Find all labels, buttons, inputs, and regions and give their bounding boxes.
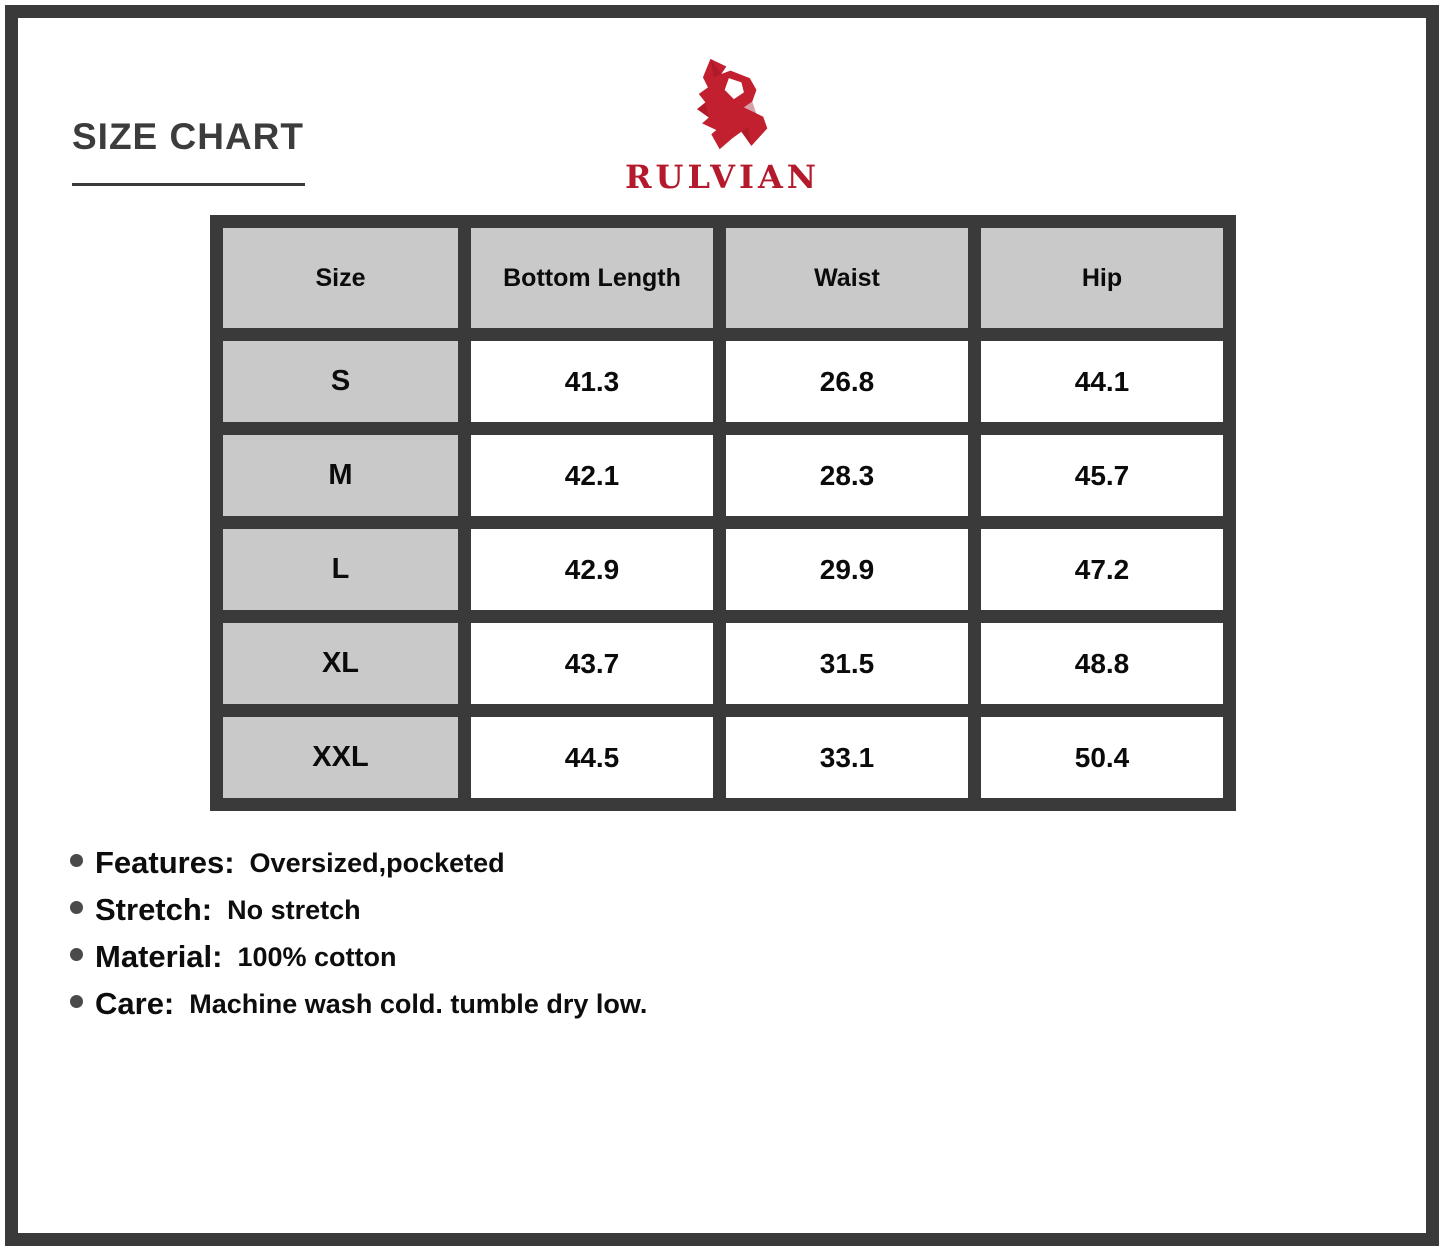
value-cell: 50.4 <box>981 717 1223 798</box>
detail-value: Machine wash cold. tumble dry low. <box>189 988 648 1019</box>
header-cell-waist: Waist <box>726 228 968 328</box>
detail-label: Material: <box>95 939 223 974</box>
size-table <box>210 215 1236 811</box>
detail-value: No stretch <box>227 894 361 925</box>
rulvian-r-logo-icon <box>677 50 769 154</box>
detail-label: Care: <box>95 986 175 1021</box>
size-cell-l: L <box>223 529 458 610</box>
header-cell-bottom-length: Bottom Length <box>471 228 713 328</box>
value-cell: 42.9 <box>471 529 713 610</box>
product-details-list <box>70 846 647 1034</box>
value-cell: 41.3 <box>471 341 713 422</box>
title-underline <box>72 183 305 186</box>
value-cell: 26.8 <box>726 341 968 422</box>
value-cell: 28.3 <box>726 435 968 516</box>
value-cell: 44.5 <box>471 717 713 798</box>
value-cell: 47.2 <box>981 529 1223 610</box>
header-cell-size: Size <box>223 228 458 328</box>
bullet-icon <box>70 995 83 1008</box>
detail-item-care <box>70 987 647 1021</box>
detail-value: Oversized,pocketed <box>249 847 505 878</box>
brand-name: RULVIAN <box>624 158 821 196</box>
detail-item-material <box>70 940 647 974</box>
value-cell: 45.7 <box>981 435 1223 516</box>
value-cell: 44.1 <box>981 341 1223 422</box>
size-cell-s: S <box>223 341 458 422</box>
bullet-icon <box>70 854 83 867</box>
detail-label: Stretch: <box>95 892 213 927</box>
bullet-icon <box>70 901 83 914</box>
detail-value: 100% cotton <box>237 941 397 972</box>
header-cell-hip: Hip <box>981 228 1223 328</box>
value-cell: 42.1 <box>471 435 713 516</box>
bullet-icon <box>70 948 83 961</box>
detail-item-stretch <box>70 893 647 927</box>
value-cell: 31.5 <box>726 623 968 704</box>
value-cell: 48.8 <box>981 623 1223 704</box>
value-cell: 43.7 <box>471 623 713 704</box>
size-cell-xxl: XXL <box>223 717 458 798</box>
detail-item-features <box>70 846 647 880</box>
size-cell-xl: XL <box>223 623 458 704</box>
value-cell: 29.9 <box>726 529 968 610</box>
page-title: SIZE CHART <box>72 116 304 157</box>
size-cell-m: M <box>223 435 458 516</box>
detail-label: Features: <box>95 845 235 880</box>
brand-logo <box>610 50 835 196</box>
value-cell: 33.1 <box>726 717 968 798</box>
